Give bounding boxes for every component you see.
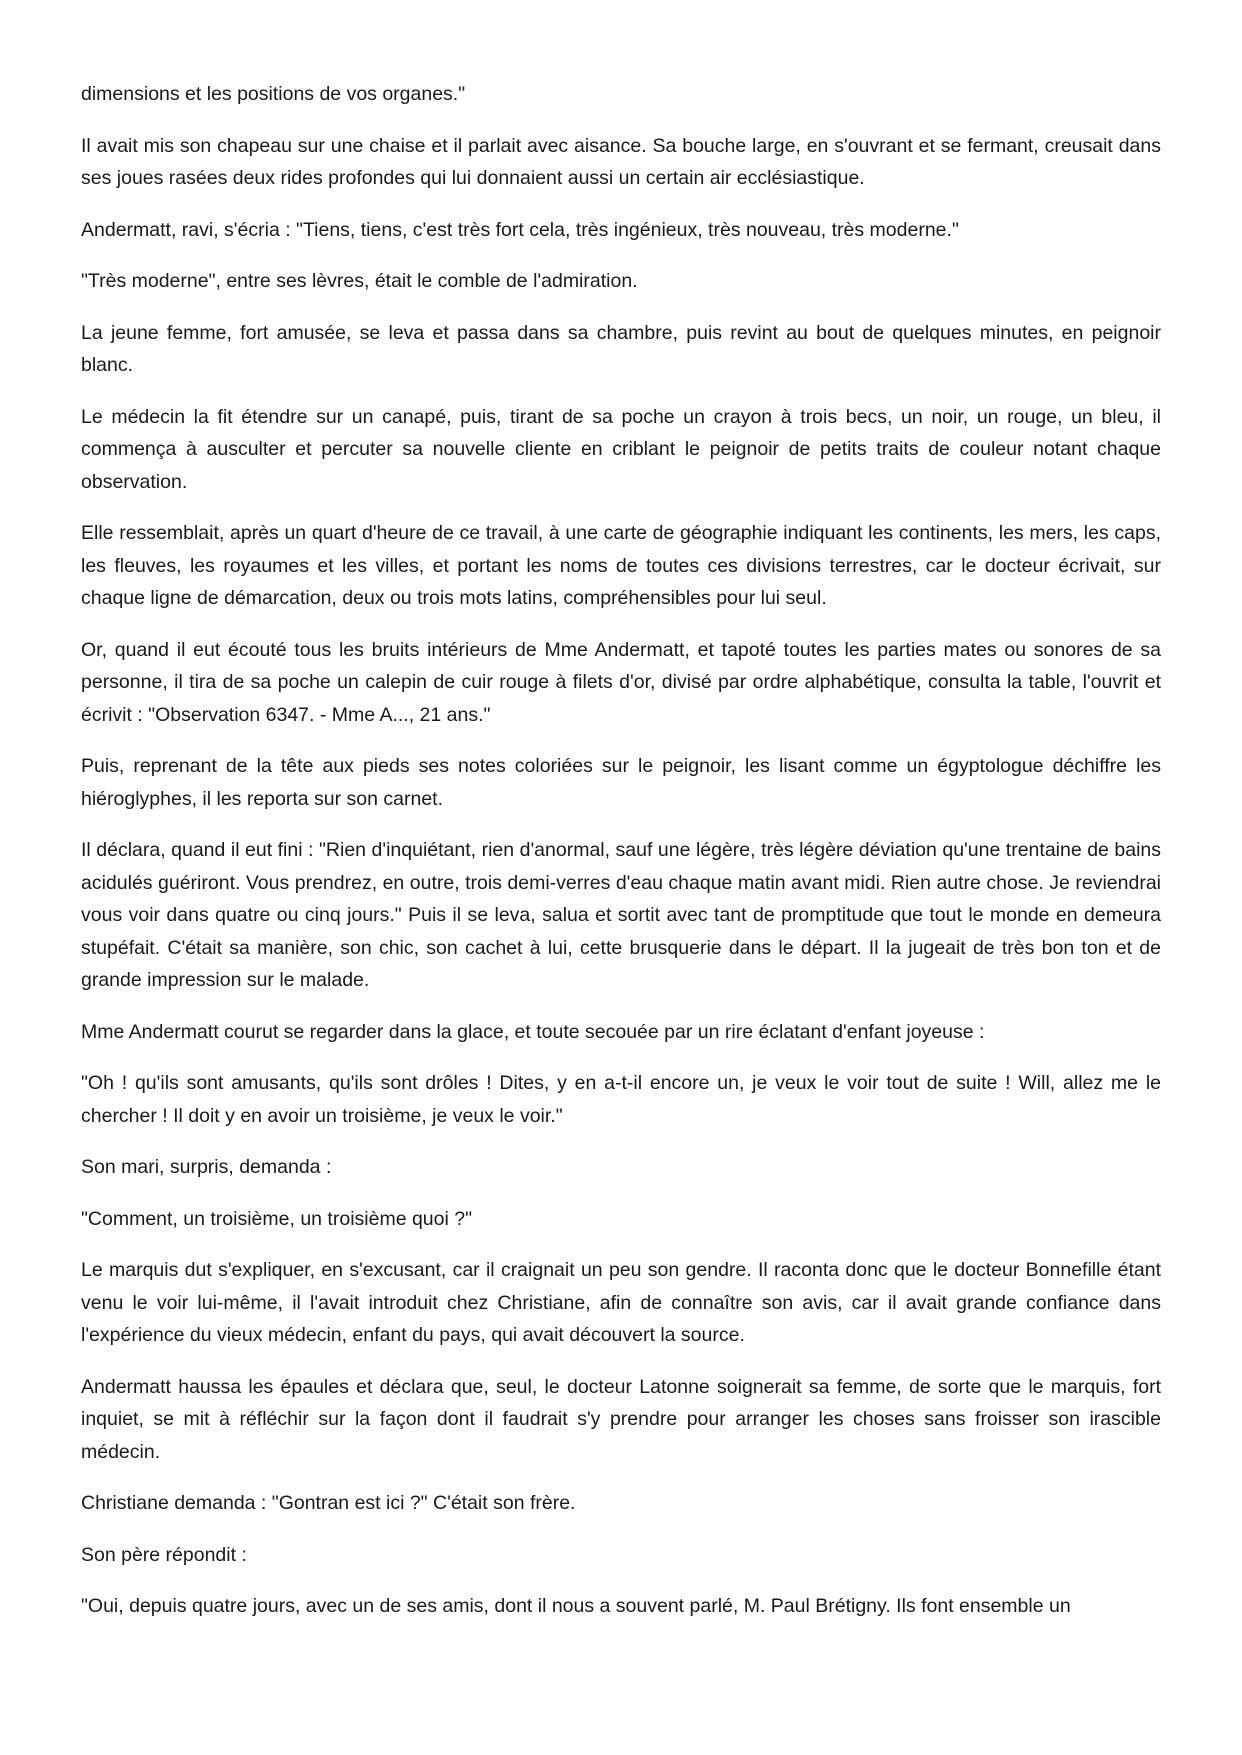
paragraph: Son père répondit : <box>81 1543 247 1566</box>
document-page <box>81 78 1161 1623</box>
paragraph: "Oui, depuis quatre jours, avec un de ses amis, dont il nous a souvent parlé, M. Paul Brétigny. Ils font ensemble un <box>81 1595 1071 1617</box>
paragraph: dimensions et les positions de vos organes." <box>81 83 466 105</box>
paragraph: La jeune femme, fort amusée, se leva et passa dans sa chambre, puis revint au bout de quelques minutes, en peignoir blanc. <box>81 321 1161 376</box>
paragraph: Puis, reprenant de la tête aux pieds ses notes coloriées sur le peignoir, les lisant comme un égyptologue déchiffre les hiéroglyphes, il les reporta sur son carnet. <box>81 755 1161 810</box>
paragraph: Or, quand il eut écouté tous les bruits intérieurs de Mme Andermatt, et tapoté toutes les parties mates ou sonores de sa personne, il tira de sa poche un calepin de cuir rouge à filets d'or, divisé par ordre alphabétique, consulta la table, l'ouvrit et écrivit : "Observation 6347. - Mme A..., 21 ans." <box>81 638 1161 726</box>
paragraph: Christiane demanda : "Gontran est ici ?" C'était son frère. <box>81 1492 576 1514</box>
paragraph: Le médecin la fit étendre sur un canapé, puis, tirant de sa poche un crayon à trois becs, un noir, un rouge, un bleu, il commença à ausculter et percuter sa nouvelle cliente en criblant le peignoir de petits traits de couleur notant chaque observation. <box>81 405 1161 493</box>
paragraph: Andermatt haussa les épaules et déclara que, seul, le docteur Latonne soignerait sa femme, de sorte que le marquis, fort inquiet, se mit à réfléchir sur la façon dont il faudrait s'y prendre pour arranger les choses sans froisser son irascible médecin. <box>81 1375 1161 1463</box>
paragraph: Son mari, surpris, demanda : <box>81 1156 332 1178</box>
paragraph: Le marquis dut s'expliquer, en s'excusant, car il craignait un peu son gendre. Il raconta donc que le docteur Bonnefille étant venu le voir lui-même, il l'avait introduit chez Christiane, afin de connaître son avis, car il avait grande confiance dans l'expérience du vieux médecin, enfant du pays, qui avait découvert la source. <box>81 1259 1161 1346</box>
paragraph: "Très moderne", entre ses lèvres, était le comble de l'admiration. <box>81 270 638 292</box>
paragraph: Elle ressemblait, après un quart d'heure de ce travail, à une carte de géographie indiquant les continents, les mers, les caps, les fleuves, les royaumes et les villes, et portant les noms de toutes ces divisions terrestres, car le docteur écrivait, sur chaque ligne de démarcation, deux ou trois mots latins, compréhensibles pour lui seul. <box>81 522 1161 609</box>
paragraph: Il avait mis son chapeau sur une chaise et il parlait avec aisance. Sa bouche large, en s'ouvrant et se fermant, creusait dans ses joues rasées deux rides profondes qui lui donnaient aussi un certain air ecclésiastique. <box>81 134 1161 189</box>
paragraph: "Oh ! qu'ils sont amusants, qu'ils sont drôles ! Dites, y en a-t-il encore un, je veux le voir tout de suite ! Will, allez me le chercher ! Il doit y en avoir un troisième, je veux le voir." <box>81 1072 1161 1127</box>
paragraph: Il déclara, quand il eut fini : "Rien d'inquiétant, rien d'anormal, sauf une légère, très légère déviation qu'une trentaine de bains acidulés guériront. Vous prendrez, en outre, trois demi-verres d'eau chaque matin avant midi. Rien autre chose. Je reviendrai vous voir dans quatre ou cinq jours." Puis il se leva, salua et sortit avec tant de promptitude que tout le monde en demeura stupéfait. C'était sa manière, son chic, son cachet à lui, cette brusquerie dans le départ. Il la jugeait de très bon ton et de grande impression sur le malade. <box>81 839 1161 991</box>
paragraph: Andermatt, ravi, s'écria : "Tiens, tiens, c'est très fort cela, très ingénieux, très nouveau, très moderne." <box>81 218 959 241</box>
paragraph: "Comment, un troisième, un troisième quoi ?" <box>81 1207 473 1230</box>
paragraph: Mme Andermatt courut se regarder dans la glace, et toute secouée par un rire éclatant d'enfant joyeuse : <box>81 1020 985 1043</box>
